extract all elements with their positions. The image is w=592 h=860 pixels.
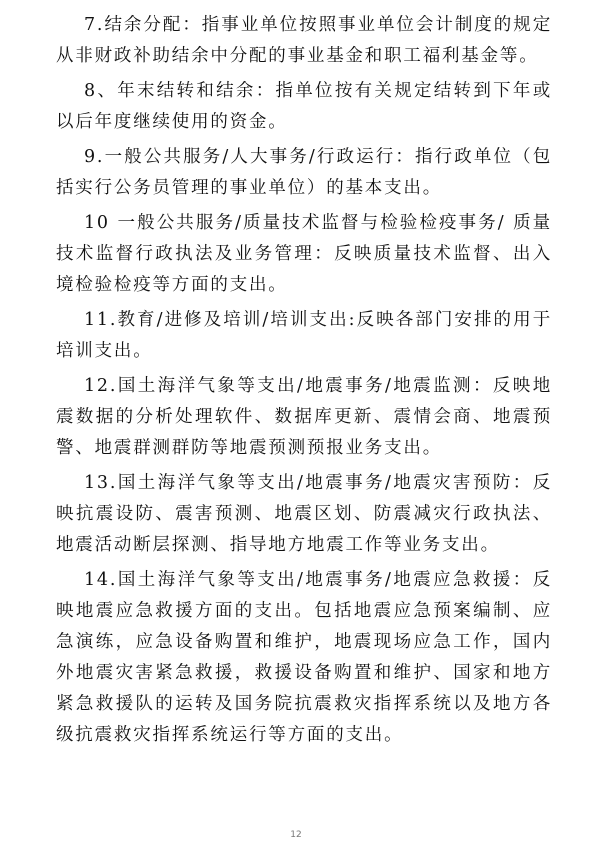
paragraph-14: 14.国土海洋气象等支出/地震事务/地震应急救援：反映地震应急救援方面的支出。包括地震应急预案编制、应急演练，应急设备购置和维护，地震现场应急工作，国内外地震灾害紧急救援，救援设备购置和维护、国家和地方紧急救援队的运转及国务院抗震救灾指挥系统以及地方各级抗震救灾指挥系统运行等方面的支出。: [56, 570, 552, 745]
paragraph-7: 7.结余分配：指事业单位按照事业单位会计制度的规定从非财政补助结余中分配的事业基金和职工福利基金等。: [56, 15, 552, 66]
paragraph-13: 13.国土海洋气象等支出/地震事务/地震灾害预防：反映抗震设防、震害预测、地震区划、防震减灾行政执法、地震活动断层探测、指导地方地震工作等业务支出。: [56, 473, 552, 555]
paragraph-11: 11.教育/进修及培训/培训支出:反映各部门安排的用于培训支出。: [56, 310, 552, 361]
page-number: 12: [290, 830, 302, 840]
paragraph-8: 8、年末结转和结余：指单位按有关规定结转到下年或以后年度继续使用的资金。: [56, 81, 552, 132]
paragraph-12: 12.国土海洋气象等支出/地震事务/地震监测：反映地震数据的分析处理软件、数据库更新、震情会商、地震预警、地震群测群防等地震预测预报业务支出。: [56, 376, 552, 458]
paragraph-9: 9.一般公共服务/人大事务/行政运行：指行政单位（包括实行公务员管理的事业单位）的基本支出。: [56, 147, 552, 198]
paragraph-10: 10 一般公共服务/质量技术监督与检验检疫事务/ 质量技术监督行政执法及业务管理：反映质量技术监督、出入境检验检疫等方面的支出。: [56, 213, 552, 295]
